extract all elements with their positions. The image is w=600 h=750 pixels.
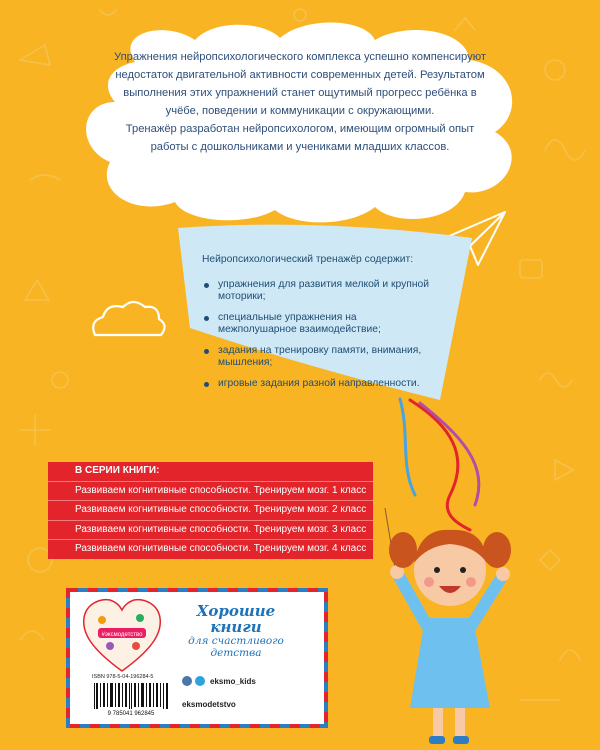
barcode-digits: 9 785041 962845 (107, 711, 155, 717)
telegram-icon[interactable] (195, 676, 205, 686)
list-item: упражнения для развития мелкой и крупной моторики; (202, 279, 432, 304)
social-handle[interactable]: eksmo_kids (210, 676, 256, 686)
vk-icon[interactable] (182, 676, 192, 686)
isbn: ISBN 978-5-04-196284-5 (92, 674, 154, 680)
series-book: Развиваем когнитивные способности. Тренируем мозг. 2 класс (48, 501, 373, 521)
website[interactable]: eksmodetstvo (182, 700, 236, 709)
series-title: В СЕРИИ КНИГИ: (48, 462, 373, 482)
list-item: специальные упражнения на межполушарное взаимодействие; (202, 312, 432, 337)
series-book: Развиваем когнитивные способности. Тренируем мозг. 1 класс (48, 482, 373, 502)
series-band (48, 462, 373, 559)
cloud-paragraph-1: Упражнения нейропсихологического комплекса успешно компенсируют недостаток двигательной активности современных детей. Результатом выполнения этих упражнений станет ощутимый прогресс ребёнка в учёбе, поведении и коммуникации с окружающими. (114, 51, 486, 117)
publisher-slogan (170, 603, 302, 659)
girl-illustration (375, 508, 525, 748)
cloud-paragraph-2: Тренажёр разработан нейропсихологом, имеющим огромный опыт работы с дошкольниками и учениками младших классов. (125, 123, 475, 153)
logo-text: #эксмодетство (101, 632, 143, 638)
slogan-line-1: Хорошие (196, 602, 276, 620)
cloud-text-block (108, 48, 492, 156)
list-item: игровые задания разной направленности. (202, 378, 432, 391)
kite-content (202, 254, 432, 398)
series-book: Развиваем когнитивные способности. Тренируем мозг. 4 класс (75, 543, 367, 554)
list-item: задания на тренировку памяти, внимания, мышления; (202, 345, 432, 370)
barcode (90, 681, 172, 717)
kite-list (202, 279, 432, 391)
kite-lead: Нейропсихологический тренажёр содержит: (202, 254, 414, 265)
small-cloud-icon (93, 302, 164, 335)
series-book: Развиваем когнитивные способности. Тренируем мозг. 3 класс (48, 521, 373, 541)
slogan-line-2: книги (210, 618, 262, 636)
slogan-line-4: детства (210, 647, 262, 659)
heart-logo (80, 596, 164, 674)
slogan-line-3: для счастливого (188, 635, 284, 647)
social-links (182, 674, 256, 688)
